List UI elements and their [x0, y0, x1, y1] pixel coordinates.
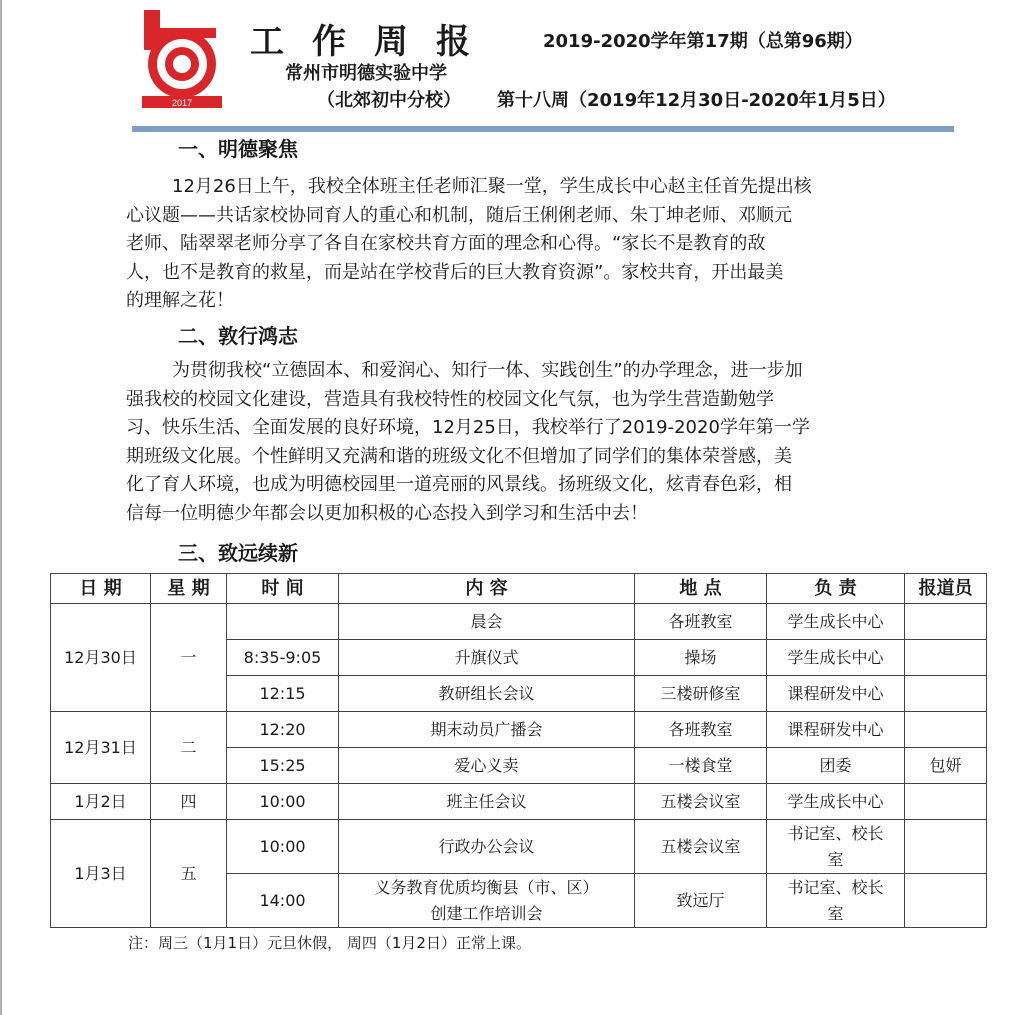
- col-header-date: 日 期: [51, 574, 151, 604]
- section1-heading: 一、明德聚焦: [178, 137, 298, 161]
- table-row: [51, 784, 987, 820]
- cell-place: 三楼研修室: [635, 676, 767, 712]
- section3-heading: 三、致远续新: [178, 541, 298, 565]
- cell-time: 15:25: [227, 748, 339, 784]
- cell-time: 12:15: [227, 676, 339, 712]
- branch-name: （北郊初中分校）: [317, 90, 461, 111]
- section1-line: 的理解之花！: [126, 290, 234, 311]
- col-header-content: 内 容: [339, 574, 635, 604]
- cell-place: 五楼会议室: [635, 784, 767, 820]
- report-title: 工作周报: [250, 22, 498, 62]
- school-logo: [138, 6, 226, 110]
- cell-weekday: 一: [151, 604, 227, 712]
- cell-time: 8:35-9:05: [227, 640, 339, 676]
- svg-text:2017: 2017: [171, 98, 193, 108]
- col-header-place: 地 点: [635, 574, 767, 604]
- school-name: 常州市明德实验中学: [285, 63, 447, 84]
- section1-body: [126, 173, 906, 316]
- col-header-owner: 负 责: [767, 574, 905, 604]
- cell-date: 1月3日: [51, 820, 151, 928]
- cell-owner: [767, 874, 905, 928]
- col-header-weekday: 星 期: [151, 574, 227, 604]
- cell-reporter: [905, 676, 987, 712]
- cell-place: 各班教室: [635, 712, 767, 748]
- cell-reporter: [905, 640, 987, 676]
- cell-place: 致远厅: [635, 874, 767, 928]
- table-row: [51, 604, 987, 640]
- cell-time: 14:00: [227, 874, 339, 928]
- cell-owner: 团委: [767, 748, 905, 784]
- cell-content: 晨会: [339, 604, 635, 640]
- cell-reporter: [905, 820, 987, 874]
- cell-owner-line: 书记室、校长: [787, 877, 884, 897]
- cell-owner: [767, 820, 905, 874]
- cell-time: 10:00: [227, 784, 339, 820]
- cell-content: 期末动员广播会: [339, 712, 635, 748]
- table-row: [51, 820, 987, 874]
- section2-line: 为贯彻我校“立德固本、和爱润心、知行一体、实践创生”的办学理念，进一步加: [172, 360, 803, 381]
- cell-owner-line: 书记室、校长: [787, 823, 884, 843]
- cell-content: 班主任会议: [339, 784, 635, 820]
- header-divider: [132, 126, 954, 132]
- section1-line: 老师、陆翠翠老师分享了各自在家校共育方面的理念和心得。“家长不是教育的敌: [126, 233, 766, 254]
- section2-heading: 二、敦行鸿志: [178, 324, 298, 348]
- table-header-row: [51, 574, 987, 604]
- cell-content-line: 义务教育优质均衡县（市、区）: [374, 877, 599, 897]
- schedule-note: 注：周三（1月1日）元旦休假， 周四（1月2日）正常上课。: [128, 934, 531, 952]
- table-row: [51, 712, 987, 748]
- cell-reporter: 包妍: [905, 748, 987, 784]
- cell-date: 12月30日: [51, 604, 151, 712]
- section1-line: 12月26日上午，我校全体班主任老师汇聚一堂，学生成长中心赵主任首先提出核: [172, 176, 812, 197]
- cell-content: 爱心义卖: [339, 748, 635, 784]
- section2-line: 期班级文化展。个性鲜明又充满和谐的班级文化不但增加了同学们的集体荣誉感，美: [126, 445, 792, 467]
- section2-line: 习、快乐生活、全面发展的良好环境，12月25日，我校举行了2019-2020学年第一学: [126, 417, 810, 438]
- section2-body: [126, 357, 906, 528]
- cell-reporter: [905, 784, 987, 820]
- cell-reporter: [905, 712, 987, 748]
- section1-line: 人，也不是教育的救星，而是站在学校背后的巨大教育资源”。家校共育，开出最美: [126, 261, 784, 283]
- cell-place: 一楼食堂: [635, 748, 767, 784]
- cell-owner-line: 室: [827, 903, 844, 923]
- section1-line: 心议题——共话家校协同育人的重心和机制，随后王俐俐老师、朱丁坤老师、邓顺元: [126, 204, 792, 226]
- col-header-reporter: 报道员: [905, 574, 987, 604]
- section2-line: 信每一位明德少年都会以更加积极的心态投入到学习和生活中去！: [126, 502, 648, 524]
- section2-line: 化了育人环境，也成为明德校园里一道亮丽的风景线。扬班级文化，炫青春色彩，相: [126, 474, 792, 495]
- cell-owner: 课程研发中心: [767, 676, 905, 712]
- cell-content: [339, 874, 635, 928]
- issue-number: 2019-2020学年第17期（总第96期）: [543, 31, 863, 52]
- week-range: 第十八周（2019年12月30日-2020年1月5日）: [497, 90, 896, 111]
- cell-owner: 学生成长中心: [767, 640, 905, 676]
- cell-weekday: 二: [151, 712, 227, 784]
- page-edge-rule: [0, 0, 2, 1015]
- section2-line: 强我校的校园文化建设，营造具有我校特性的校园文化气氛，也为学生营造勤勉学: [126, 388, 774, 410]
- cell-place: 操场: [635, 640, 767, 676]
- cell-place: 各班教室: [635, 604, 767, 640]
- cell-date: 1月2日: [51, 784, 151, 820]
- cell-owner: 课程研发中心: [767, 712, 905, 748]
- cell-weekday: 四: [151, 784, 227, 820]
- cell-weekday: 五: [151, 820, 227, 928]
- col-header-time: 时 间: [227, 574, 339, 604]
- cell-owner: 学生成长中心: [767, 784, 905, 820]
- schedule-table: [50, 573, 987, 928]
- cell-owner-line: 室: [827, 849, 844, 869]
- cell-time: 10:00: [227, 820, 339, 874]
- cell-content: 升旗仪式: [339, 640, 635, 676]
- cell-content-line: 创建工作培训会: [430, 903, 543, 923]
- cell-place: 五楼会议室: [635, 820, 767, 874]
- cell-content: 行政办公会议: [339, 820, 635, 874]
- cell-date: 12月31日: [51, 712, 151, 784]
- cell-time: [227, 604, 339, 640]
- cell-reporter: [905, 604, 987, 640]
- cell-owner: 学生成长中心: [767, 604, 905, 640]
- cell-reporter: [905, 874, 987, 928]
- cell-content: 教研组长会议: [339, 676, 635, 712]
- cell-time: 12:20: [227, 712, 339, 748]
